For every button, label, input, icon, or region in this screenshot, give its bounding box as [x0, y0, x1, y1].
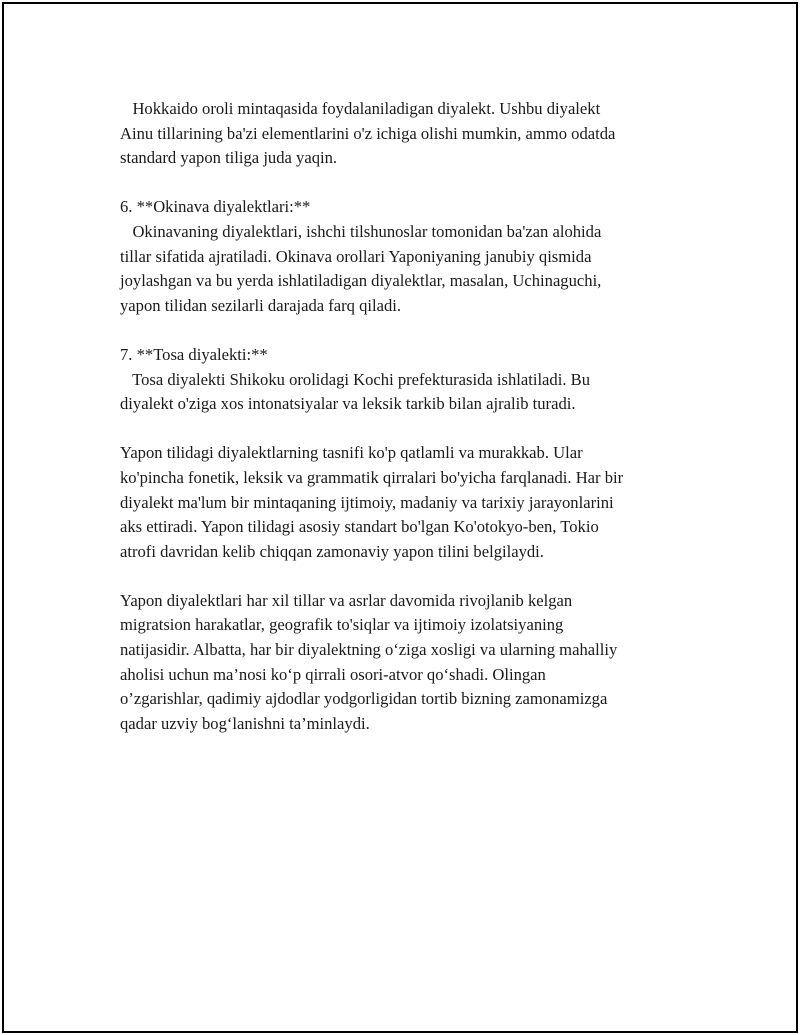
paragraph-gap [120, 318, 700, 343]
text-line: Yapon diyalektlari har xil tillar va asrlar davomida rivojlanib kelgan [120, 590, 573, 610]
document-page [2, 2, 798, 1033]
text-line: o’zgarishlar, qadimiy ajdodlar yodgorligidan tortib bizning zamonamizga [120, 689, 608, 709]
section-okinawa [120, 195, 700, 318]
text-line: diyalekt ma'lum bir mintaqaning ijtimoiy, madaniy va tarixiy jarayonlarini [120, 492, 614, 512]
text-line: natijasidir. Albatta, har bir diyalektning o‘ziga xosligi va ularning mahalliy [120, 640, 618, 660]
document-body [120, 97, 700, 736]
text-line: tillar sifatida ajratiladi. Okinava orollari Yaponiyaning janubiy qismida [120, 246, 592, 266]
text-line: qadar uzviy bog‘lanishni ta’minlaydi. [120, 713, 370, 733]
text-line: yapon tilidan sezilarli darajada farq qiladi. [120, 295, 402, 315]
paragraph-gap [120, 417, 700, 442]
paragraph-gap [120, 171, 700, 196]
paragraph-classification [120, 441, 700, 564]
text-line: Tosa diyalekti Shikoku orolidagi Kochi prefekturasida ishlatiladi. Bu [120, 369, 590, 389]
section-heading: 7. **Tosa diyalekti:** [120, 344, 268, 364]
text-line: aks ettiradi. Yapon tilidagi asosiy standart bo'lgan Ko'otokyo-ben, Tokio [120, 517, 599, 537]
text-line: Okinavaning diyalektlari, ishchi tilshunoslar tomonidan ba'zan alohida [120, 221, 602, 241]
text-line: migratsion harakatlar, geografik to'siqlar va ijtimoiy izolatsiyaning [120, 615, 564, 635]
text-line: joylashgan va bu yerda ishlatiladigan diyalektlar, masalan, Uchinaguchi, [120, 271, 602, 291]
section-heading: 6. **Okinava diyalektlari:** [120, 197, 311, 217]
text-line: Yapon tilidagi diyalektlarning tasnifi ko'p qatlamli va murakkab. Ular [120, 443, 583, 463]
text-line: ko'pincha fonetik, leksik va grammatik qirralari bo'yicha farqlanadi. Har bir [120, 467, 624, 487]
section-tosa [120, 343, 700, 417]
text-line: diyalekt o'ziga xos intonatsiyalar va leksik tarkib bilan ajralib turadi. [120, 394, 576, 414]
text-line: aholisi uchun ma’nosi ko‘p qirrali osori-atvor qo‘shadi. Olingan [120, 664, 546, 684]
text-line: Ainu tillarining ba'zi elementlarini o'z ichiga olishi mumkin, ammo odatda [120, 123, 616, 143]
text-line: standard yapon tiliga juda yaqin. [120, 148, 338, 168]
paragraph-hokkaido [120, 97, 700, 171]
paragraph-conclusion [120, 589, 700, 737]
paragraph-gap [120, 564, 700, 589]
text-line: Hokkaido oroli mintaqasida foydalaniladigan diyalekt. Ushbu diyalekt [120, 99, 601, 118]
text-line: atrofi davridan kelib chiqqan zamonaviy yapon tilini belgilaydi. [120, 541, 544, 561]
